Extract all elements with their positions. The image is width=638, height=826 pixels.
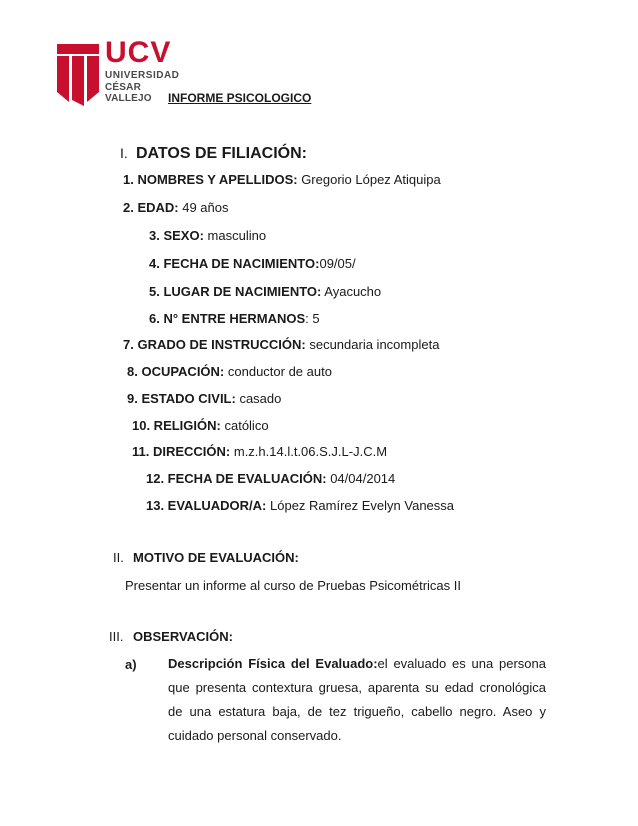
logo-wordmark: UCV: [105, 36, 172, 69]
observation-a-text: el evaluado es una persona que presenta contextura gruesa, aparenta su edad cronológica de una estatura baja, de tez trigueño, cabello negro. Aseo y cuidado personal conservado.: [168, 656, 546, 743]
field-hermanos: 6. N° ENTRE HERMANOS: 5: [149, 311, 320, 326]
field-nombres: 1. NOMBRES Y APELLIDOS: Gregorio López Atiquipa: [123, 172, 441, 187]
section2-heading: MOTIVO DE EVALUACIÓN:: [133, 550, 299, 565]
section2-numeral: II.: [113, 550, 124, 565]
field-fecha-evaluacion: 12. FECHA DE EVALUACIÓN: 04/04/2014: [146, 471, 396, 486]
field-direccion: 11. DIRECCIÓN: m.z.h.14.l.t.06.S.J.L-J.C.M: [132, 444, 388, 459]
field-fecha-nacimiento: 4. FECHA DE NACIMIENTO:09/05/: [149, 256, 356, 271]
observation-a-paragraph: [168, 652, 546, 748]
section3-heading: OBSERVACIÓN:: [133, 629, 233, 644]
field-sexo: 3. SEXO: masculino: [149, 228, 267, 243]
ucv-shield-icon: [55, 40, 101, 106]
field-estado-civil: 9. ESTADO CIVIL: casado: [127, 391, 282, 406]
field-edad: 2. EDAD: 49 años: [123, 200, 229, 215]
ucv-logo: [55, 36, 180, 106]
field-lugar-nacimiento: 5. LUGAR DE NACIMIENTO: Ayacucho: [149, 284, 382, 299]
field-evaluador: 13. EVALUADOR/A: López Ramírez Evelyn Vanessa: [146, 498, 455, 513]
observation-a-label: Descripción Física del Evaluado:: [168, 656, 378, 671]
section3-numeral: III.: [109, 629, 124, 644]
section2-text: Presentar un informe al curso de Pruebas Psicométricas II: [125, 578, 461, 593]
logo-subtitle-2: CÉSAR VALLEJO: [105, 82, 152, 104]
section1-heading: DATOS DE FILIACIÓN:: [136, 145, 307, 162]
field-grado-instruccion: 7. GRADO DE INSTRUCCIÓN: secundaria incompleta: [123, 337, 440, 352]
document-title: INFORME PSICOLOGICO: [168, 91, 312, 105]
logo-subtitle-1: UNIVERSIDAD: [105, 70, 180, 81]
section1-numeral: I.: [120, 145, 128, 161]
field-religion: 10. RELIGIÓN: católico: [132, 418, 269, 433]
observation-a-marker: a): [125, 657, 137, 672]
field-ocupacion: 8. OCUPACIÓN: conductor de auto: [127, 364, 332, 379]
